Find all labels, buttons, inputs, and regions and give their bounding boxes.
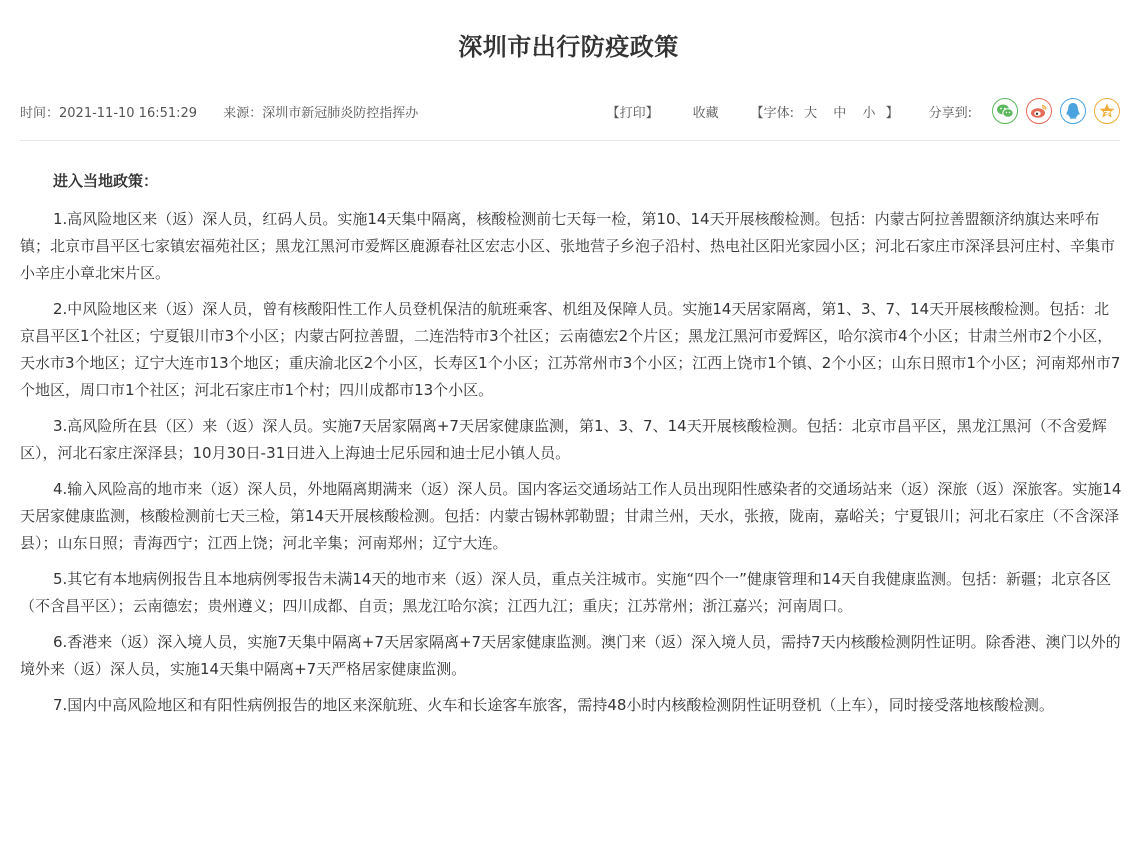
font-size-small-button[interactable]: 小: [862, 105, 876, 121]
qq-icon: [1065, 102, 1081, 120]
policy-item-5: 5.其它有本地病例报告且本地病例零报告未满14天的地市来（返）深人员，重点关注城市。实施“四个一”健康管理和14天自我健康监测。包括：新疆；北京各区（不含昌平区）；云南德宏；贵州遵义；四川成都、自贡；黑龙江哈尔滨；江西九江；重庆；江苏常州；浙江嘉兴；河南周口。: [20, 570, 1112, 615]
policy-item-3: 3.高风险所在县（区）来（返）深人员。实施7天居家隔离+7天居家健康监测，第1、3、7、14天开展核酸检测。包括：北京市昌平区，黑龙江黑河（不含爱辉区），河北石家庄深泽县；10月30日-31日进入上海迪士尼乐园和迪士尼小镇人员。: [20, 417, 1107, 462]
font-size-bracket: 】: [885, 105, 899, 121]
policy-item-7: 7.国内中高风险地区和有阳性病例报告的地区来深航班、火车和长途客车旅客，需持48小时内核酸检测阴性证明登机（上车），同时接受落地核酸检测。: [53, 696, 1054, 714]
share-qq-button[interactable]: [1060, 98, 1086, 124]
wechat-icon: [996, 103, 1014, 119]
section-heading: 进入当地政策：: [53, 172, 159, 190]
article-source: 来源：深圳市新冠肺炎防控指挥办: [223, 106, 419, 121]
favorite-button[interactable]: 收藏: [692, 105, 719, 121]
weibo-icon: [1030, 103, 1048, 119]
share-wechat-button[interactable]: [992, 98, 1018, 124]
header-divider: [20, 140, 1120, 141]
qzone-icon: [1098, 102, 1116, 120]
font-size-large-button[interactable]: 大: [804, 105, 818, 121]
font-size-medium-button[interactable]: 中: [833, 105, 847, 121]
page-title: 深圳市出行防疫政策: [458, 33, 679, 62]
print-button[interactable]: 【打印】: [606, 105, 659, 121]
share-weibo-button[interactable]: [1026, 98, 1052, 124]
article-meta-bar: [20, 96, 1120, 126]
publish-time: 时间：2021-11-10 16:51:29: [20, 106, 198, 121]
policy-item-1: 1.高风险地区来（返）深人员，红码人员。实施14天集中隔离，核酸检测前七天每一检，第10、14天开展核酸检测。包括：内蒙古阿拉善盟额济纳旗达来呼布镇；北京市昌平区七家镇宏福苑社区；黑龙江黑河市爱辉区鹿源春社区宏志小区、张地营子乡泡子沿村、热电社区阳光家园小区；河北石家庄市深泽县河庄村、辛集市小辛庄小章北宋片区。: [20, 210, 1116, 282]
share-qzone-button[interactable]: [1094, 98, 1120, 124]
font-size-selector: [751, 102, 899, 121]
article-tools: [607, 96, 1120, 126]
share-label: 分享到:: [928, 105, 972, 121]
article-info: [20, 102, 440, 121]
policy-item-4: 4.输入风险高的地市来（返）深人员，外地隔离期满来（返）深人员。国内客运交通场站工作人员出现阳性感染者的交通场站来（返）深旅（返）深旅客。实施14天居家健康监测，核酸检测前七天三检，第14天开展核酸检测。包括：内蒙古锡林郭勒盟；甘肃兰州，天水，张掖，陇南，嘉峪关；宁夏银川；河北石家庄（不含深泽县）；山东日照；青海西宁；江西上饶；河北辛集；河南郑州；辽宁大连。: [20, 480, 1122, 552]
policy-item-2: 2.中风险地区来（返）深人员，曾有核酸阳性工作人员登机保洁的航班乘客、机组及保障人员。实施14天居家隔离，第1、3、7、14天开展核酸检测。包括：北京昌平区1个社区；宁夏银川市3个小区；内蒙古阿拉善盟，二连浩特市3个社区；云南德宏2个片区；黑龙江黑河市爱辉区，哈尔滨市4个小区；甘肃兰州市2个小区，天水市3个地区；辽宁大连市13个地区；重庆渝北区2个小区，长寿区1个小区；江苏常州市3个小区；江西上饶市1个镇、2个小区；山东日照市1个小区；河南郑州市7个地区，周口市1个社区；河北石家庄市1个村；四川成都市13个小区。: [20, 300, 1121, 399]
policy-item-6: 6.香港来（返）深入境人员，实施7天集中隔离+7天居家隔离+7天居家健康监测。澳门来（返）深入境人员，需持7天内核酸检测阴性证明。除香港、澳门以外的境外来（返）深人员，实施14天集中隔离+7天严格居家健康监测。: [20, 633, 1121, 678]
article-body: [20, 168, 1122, 728]
font-size-label: 【字体:: [750, 105, 794, 121]
